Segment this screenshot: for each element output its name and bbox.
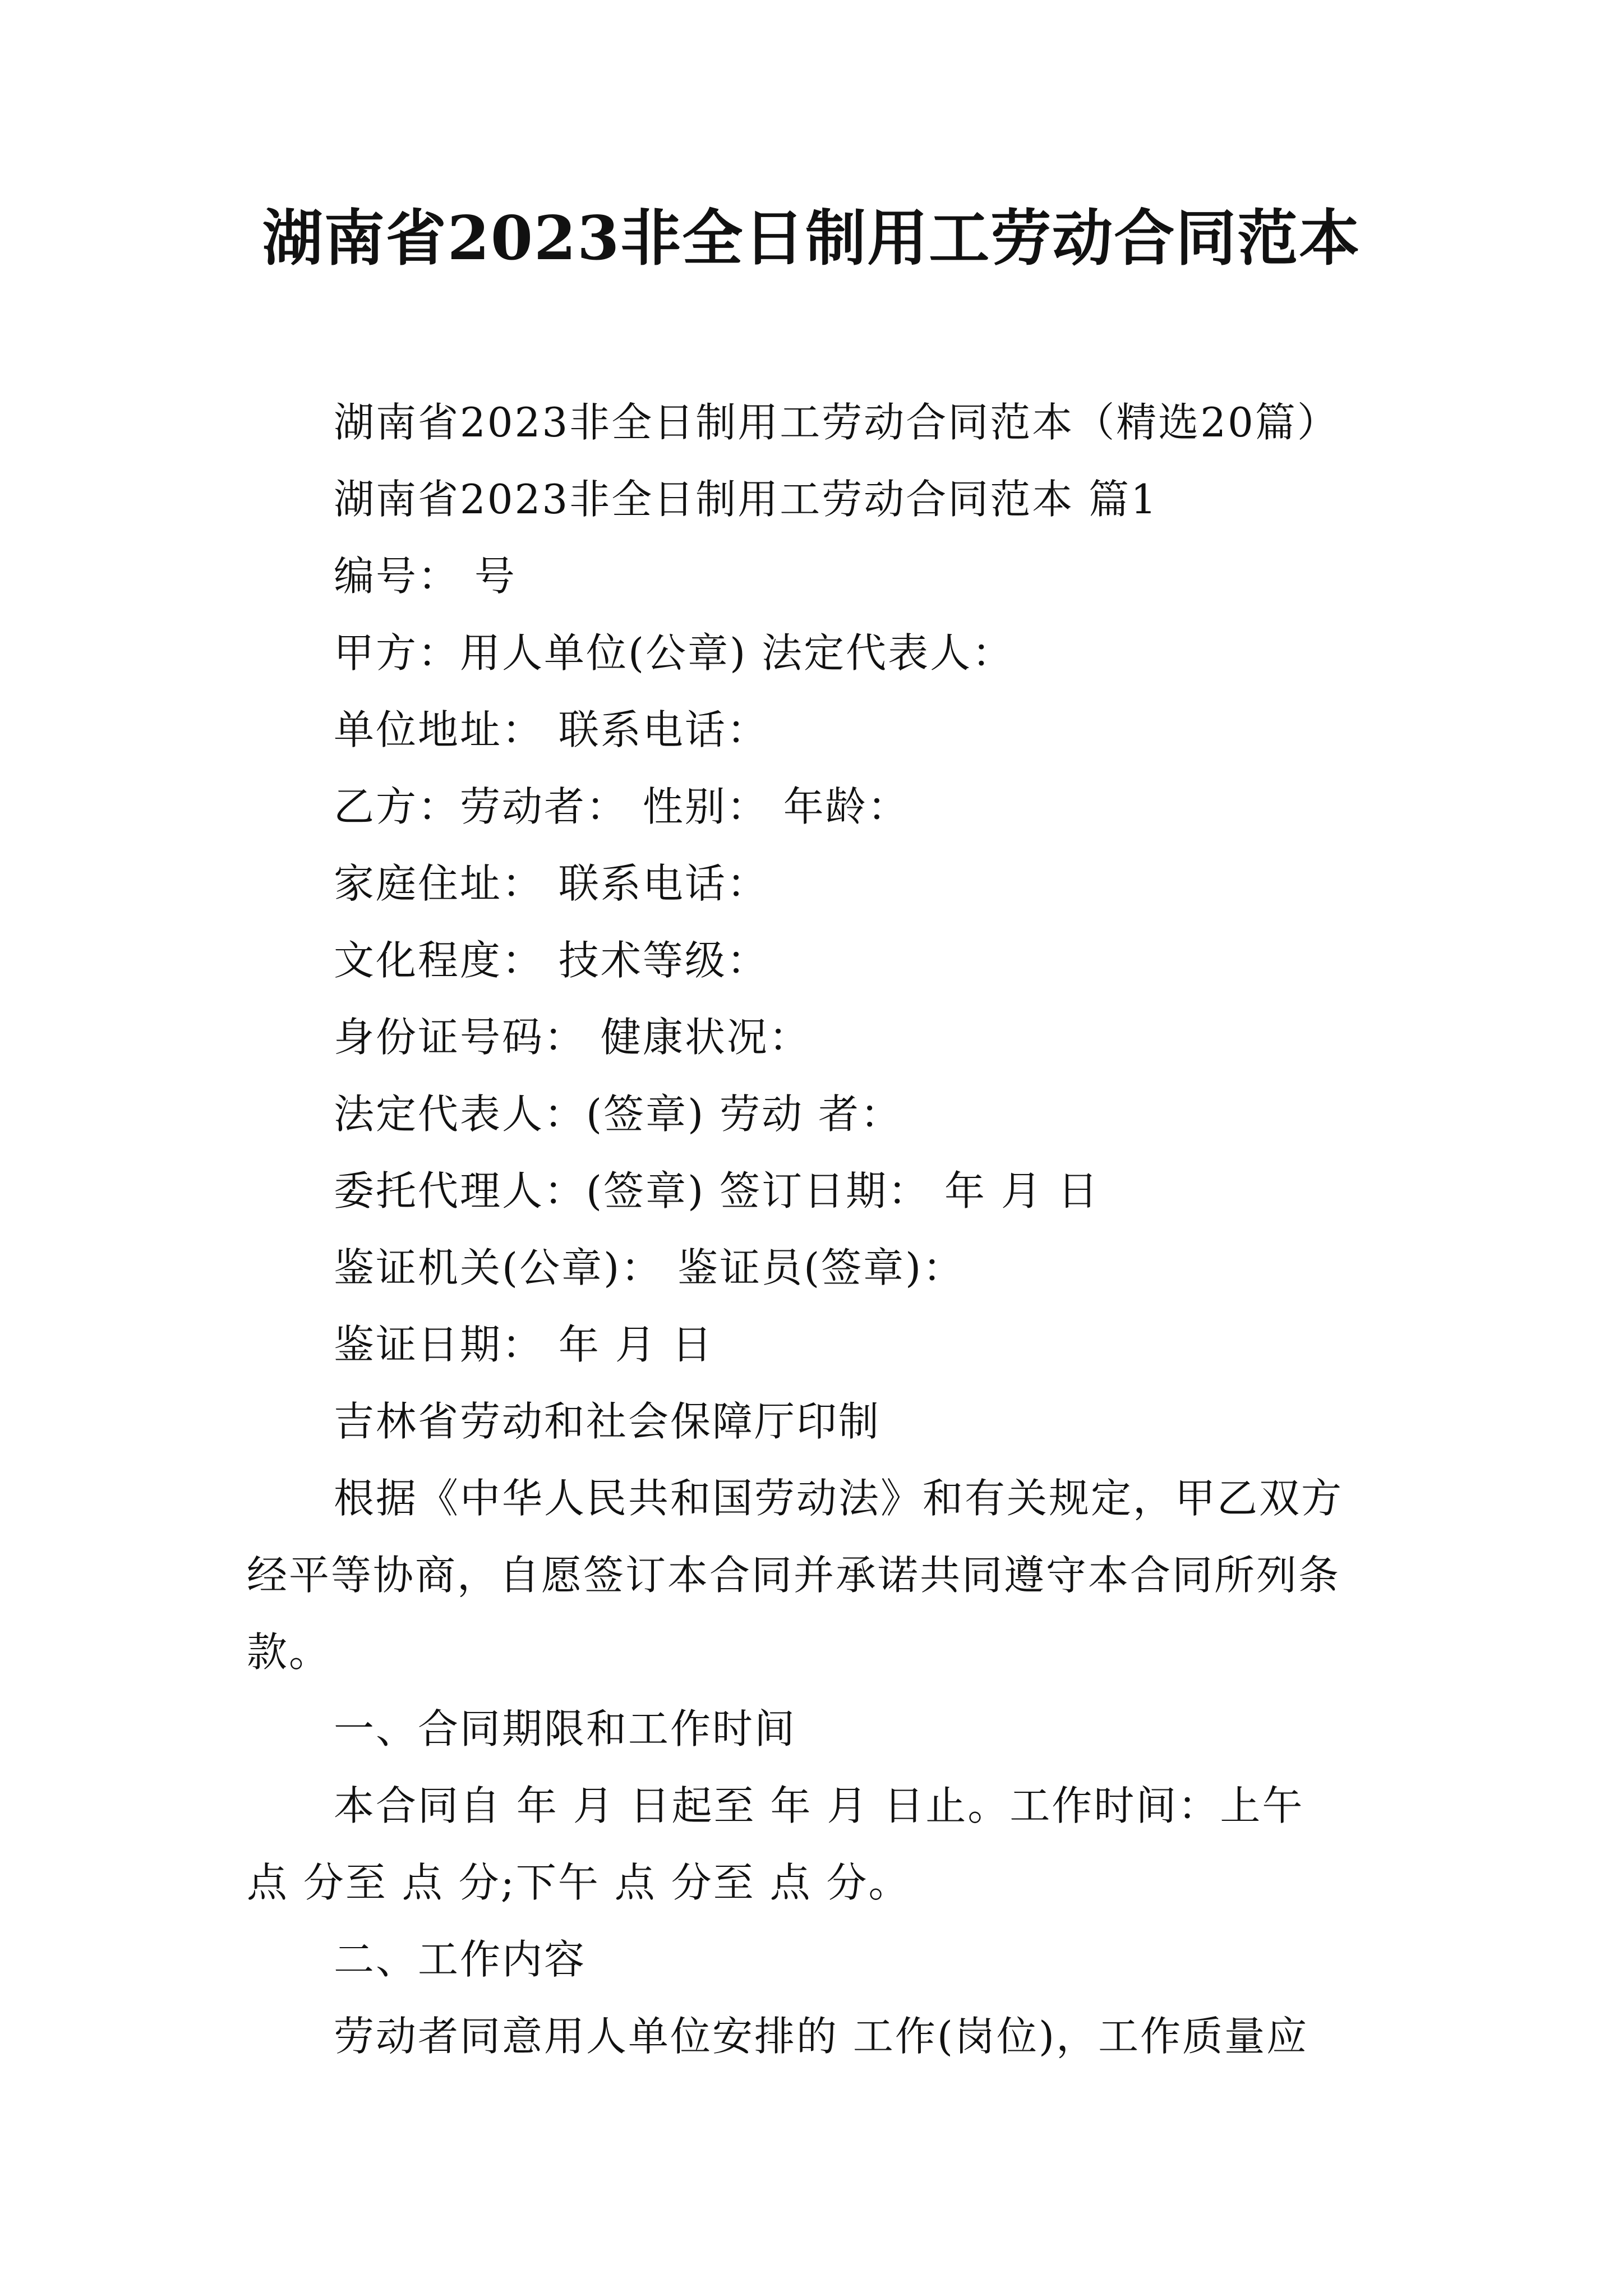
body-line: 鉴证机关(公章)： 鉴证员(签章)：	[334, 1244, 965, 1291]
body-line: 家庭住址： 联系电话：	[334, 860, 769, 907]
document-body	[247, 384, 1391, 2075]
body-line: 身份证号码： 健康状况：	[334, 1014, 811, 1061]
section-heading: 一、合同期限和工作时间	[334, 1705, 797, 1752]
body-line: 湖南省2023非全日制用工劳动合同范本 篇1	[334, 476, 1158, 523]
body-line: 点 分至 点 分;下午 点 分至 点 分。	[247, 1859, 911, 1906]
body-line: 本合同自 年 月 日起至 年 月 日止。工作时间：上午	[334, 1782, 1304, 1829]
body-line: 吉林省劳动和社会保障厅印制	[334, 1398, 881, 1445]
body-line: 鉴证日期： 年 月 日	[334, 1321, 714, 1368]
body-line: 劳动者同意用人单位安排的 工作(岗位)，工作质量应	[334, 2013, 1309, 2060]
document-title: 湖南省2023非全日制用工劳动合同范本	[262, 203, 1361, 274]
body-line: 文化程度： 技术等级：	[334, 937, 769, 984]
body-line: 委托代理人：(签章) 签订日期： 年 月 日	[334, 1167, 1100, 1214]
body-line: 乙方：劳动者： 性别： 年龄：	[334, 783, 910, 830]
body-line: 甲方：用人单位(公章) 法定代表人：	[334, 629, 1015, 677]
body-line: 单位地址： 联系电话：	[334, 706, 769, 753]
body-line: 款。	[247, 1628, 331, 1676]
body-line: 编号： 号	[334, 553, 517, 600]
body-line: 法定代表人：(签章) 劳动 者：	[334, 1091, 902, 1138]
body-line: 根据《中华人民共和国劳动法》和有关规定，甲乙双方	[334, 1475, 1344, 1522]
body-line: 经平等协商，自愿签订本合同并承诺共同遵守本合同所列条	[247, 1552, 1341, 1599]
section-heading: 二、工作内容	[334, 1936, 587, 1983]
body-line: 湖南省2023非全日制用工劳动合同范本（精选20篇）	[334, 399, 1339, 446]
